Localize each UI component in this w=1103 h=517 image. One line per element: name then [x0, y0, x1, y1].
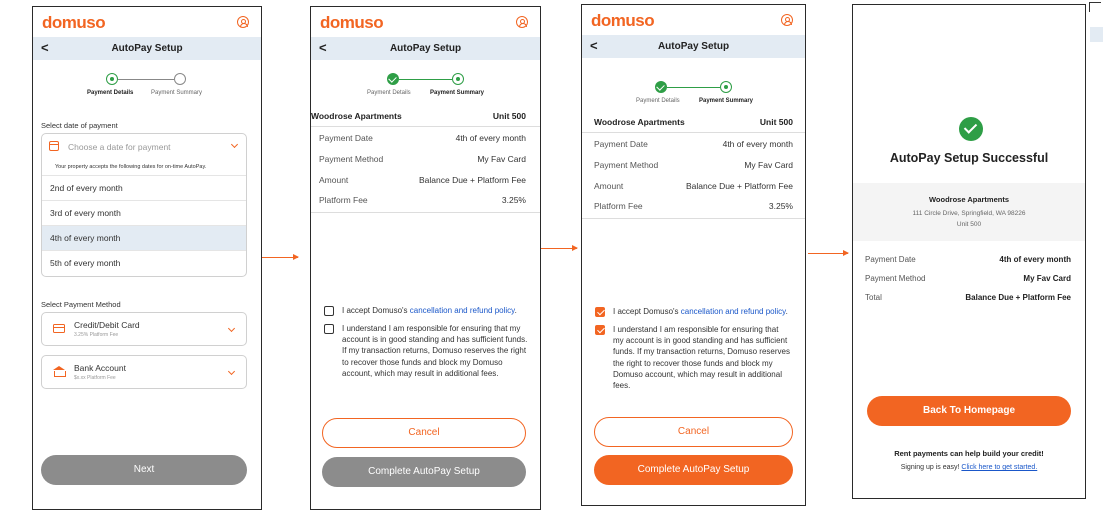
row-value: 4th of every month — [722, 139, 793, 149]
summary-row — [594, 139, 793, 159]
screen-payment-details — [32, 6, 262, 510]
date-option-2nd[interactable]: 2nd of every month — [42, 175, 246, 200]
summary-row — [319, 154, 526, 174]
step2-label: Payment Summary — [699, 98, 754, 104]
divider — [310, 126, 540, 127]
stepper — [33, 73, 261, 107]
top-bar — [33, 7, 261, 37]
nav-bar — [311, 37, 540, 60]
bank-account-fee: $x.xx Platform Fee — [74, 375, 116, 381]
flow-arrow — [808, 253, 848, 254]
unit-number: Unit 500 — [759, 117, 793, 127]
method-section-label: Select Payment Method — [41, 300, 121, 309]
summary-table — [311, 111, 526, 211]
accept-policy-checkbox[interactable] — [595, 307, 605, 317]
row-label: Payment Method — [319, 154, 384, 164]
signup-prefix: Signing up is easy! — [900, 464, 962, 471]
back-to-homepage-button[interactable]: Back To Homepage — [867, 396, 1071, 426]
date-placeholder: Choose a date for payment — [68, 142, 171, 152]
flow-arrow — [262, 257, 298, 258]
nav-bar — [582, 35, 805, 58]
step1-complete-icon — [655, 81, 667, 93]
bank-account-option[interactable] — [41, 355, 247, 389]
row-value: 4th of every month — [455, 133, 526, 143]
credit-card-fee: 3.25% Platform Fee — [74, 332, 119, 338]
summary-header-row — [311, 111, 526, 131]
credit-headline: Rent payments can help build your credit! — [894, 449, 1044, 458]
screen-payment-summary — [310, 6, 541, 510]
property-address: 111 Circle Drive, Springfield, WA 98226 — [912, 210, 1026, 217]
domuso-logo: domuso — [591, 11, 655, 30]
screen-payment-summary-checked — [581, 4, 806, 506]
step2-label: Payment Summary — [151, 90, 203, 96]
responsibility-checkbox[interactable] — [595, 325, 605, 335]
divider — [582, 218, 805, 219]
accept-prefix: I accept Domuso's — [342, 306, 410, 315]
row-value: 3.25% — [501, 195, 526, 205]
cancel-button[interactable]: Cancel — [594, 417, 793, 447]
summary-row — [594, 160, 793, 180]
calendar-icon — [49, 141, 59, 151]
summary-row — [594, 181, 793, 201]
responsibility-text: I understand I am responsible for ensuring that my account is in good standing and has sufficient funds. If my transaction returns, Domuso reserves the right to recover those funds and block my Domuso account, which may result in additional fees. — [613, 325, 790, 391]
page-title: AutoPay Setup — [389, 43, 462, 54]
property-name: Woodrose Apartments — [594, 117, 685, 127]
nav-bar — [33, 37, 261, 60]
domuso-logo: domuso — [320, 13, 384, 32]
accept-suffix: . — [514, 306, 517, 315]
page-title: AutoPay Setup — [657, 41, 730, 52]
policy-link[interactable]: cancellation and refund policy — [680, 307, 786, 316]
step-connector — [399, 79, 452, 80]
screen-autopay-success — [852, 4, 1086, 499]
step1-active-icon — [106, 73, 118, 85]
divider — [582, 132, 805, 133]
row-label: Payment Date — [594, 139, 648, 149]
detail-row — [865, 293, 1071, 313]
row-value: 4th of every month — [999, 255, 1071, 264]
success-title: AutoPay Setup Successful — [889, 151, 1049, 165]
back-icon[interactable]: < — [41, 40, 49, 55]
divider — [311, 212, 540, 213]
stepper — [582, 81, 805, 115]
policy-link[interactable]: cancellation and refund policy — [409, 306, 515, 315]
step1-label: Payment Details — [636, 98, 680, 104]
property-name: Woodrose Apartments — [311, 111, 402, 121]
detail-row — [865, 255, 1071, 275]
date-section-label: Select date of payment — [41, 121, 118, 130]
profile-icon[interactable] — [516, 16, 528, 28]
row-label: Payment Date — [319, 133, 373, 143]
row-label: Payment Method — [594, 160, 659, 170]
complete-autopay-button[interactable]: Complete AutoPay Setup — [594, 455, 793, 485]
chevron-down-icon — [228, 325, 235, 332]
row-label: Payment Date — [865, 255, 916, 264]
accept-policy-checkbox[interactable] — [324, 306, 334, 316]
row-label: Amount — [319, 175, 349, 185]
accept-policy-text — [613, 306, 797, 317]
step1-complete-icon — [387, 73, 399, 85]
step-connector — [118, 79, 174, 80]
cancel-button[interactable]: Cancel — [322, 418, 526, 448]
step2-active-icon — [720, 81, 732, 93]
row-label: Payment Method — [865, 274, 926, 283]
row-value: My Fav Card — [477, 154, 526, 164]
top-bar — [311, 7, 540, 37]
step1-label: Payment Details — [87, 90, 134, 96]
bank-account-title: Bank Account — [74, 363, 126, 373]
chevron-down-icon — [231, 141, 238, 148]
date-option-4th[interactable]: 4th of every month — [42, 225, 246, 250]
row-value: My Fav Card — [744, 160, 793, 170]
signup-text — [853, 464, 1085, 471]
row-value: My Fav Card — [1023, 274, 1071, 283]
row-value: Balance Due + Platform Fee — [965, 293, 1071, 302]
profile-icon[interactable] — [781, 14, 793, 26]
domuso-logo: domuso — [42, 13, 106, 32]
summary-row — [319, 175, 526, 195]
row-label: Amount — [594, 181, 624, 191]
step-connector — [667, 87, 720, 88]
success-details — [865, 255, 1071, 315]
date-option-3rd[interactable]: 3rd of every month — [42, 200, 246, 225]
responsibility-text: I understand I am responsible for ensuring that my account is in good standing and has sufficient funds. If my transaction returns, Domuso reserves the right to recover those funds and block my Domuso account, which may result in additional fees. — [342, 324, 528, 378]
step2-label: Payment Summary — [430, 90, 485, 96]
step1-label: Payment Details — [367, 90, 411, 96]
credit-card-title: Credit/Debit Card — [74, 320, 140, 330]
accept-prefix: I accept Domuso's — [613, 307, 681, 316]
row-value: Balance Due + Platform Fee — [418, 175, 526, 185]
accept-policy-text — [342, 305, 532, 316]
row-label: Platform Fee — [319, 195, 368, 205]
date-dropdown[interactable] — [41, 133, 247, 277]
property-name: Woodrose Apartments — [928, 195, 1009, 204]
date-option-5th[interactable]: 5th of every month — [42, 250, 246, 275]
back-icon[interactable]: < — [590, 38, 598, 53]
accept-suffix: . — [785, 307, 788, 316]
date-hint: Your property accepts the following dates for on-time AutoPay. — [55, 164, 207, 170]
unit-number: Unit 500 — [956, 221, 982, 228]
stepper — [311, 73, 540, 107]
summary-header-row — [594, 117, 793, 137]
summary-row — [319, 133, 526, 153]
page-title: AutoPay Setup — [111, 43, 183, 54]
top-bar — [582, 5, 805, 35]
step2-active-icon — [452, 73, 464, 85]
back-icon[interactable]: < — [319, 40, 327, 55]
row-label: Total — [865, 293, 882, 302]
property-block — [853, 183, 1085, 241]
row-label: Platform Fee — [594, 201, 643, 211]
credit-card-icon — [53, 324, 65, 333]
unit-number: Unit 500 — [492, 111, 526, 121]
bank-icon — [53, 366, 65, 377]
side-tab — [1090, 27, 1103, 42]
success-check-icon — [959, 117, 983, 141]
step2-pending-icon — [174, 73, 186, 85]
complete-autopay-button[interactable]: Complete AutoPay Setup — [322, 457, 526, 487]
responsibility-checkbox[interactable] — [324, 324, 334, 334]
chevron-down-icon — [228, 368, 235, 375]
get-started-link[interactable]: Click here to get started. — [961, 464, 1038, 471]
row-value: Balance Due + Platform Fee — [685, 181, 793, 191]
profile-icon[interactable] — [237, 16, 249, 28]
summary-table — [594, 117, 793, 217]
detail-row — [865, 274, 1071, 294]
row-value: 3.25% — [768, 201, 793, 211]
credit-card-option[interactable] — [41, 312, 247, 346]
next-button[interactable]: Next — [41, 455, 247, 485]
window-edge — [1089, 2, 1101, 12]
flow-arrow — [541, 248, 577, 249]
